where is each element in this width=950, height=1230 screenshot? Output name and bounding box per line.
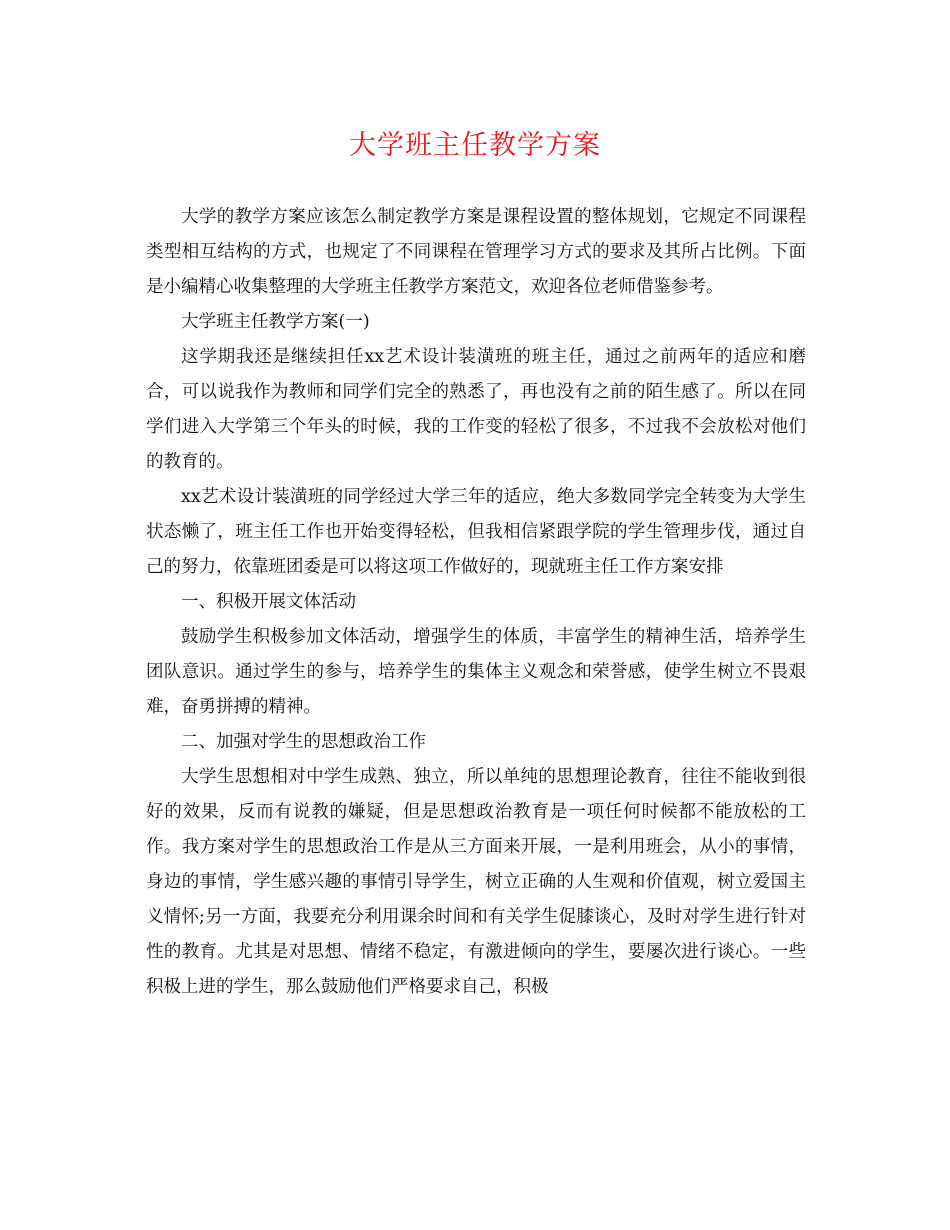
document-title: 大学班主任教学方案 bbox=[349, 130, 601, 161]
body-paragraph: xx艺术设计装潢班的同学经过大学三年的适应，绝大多数同学完全转变为大学生状态懒了，班主任工作也开始变得轻松，但我相信紧跟学院的学生管理步伐，通过自己的努力，依靠班团委是可以将这项工作做好的，现就班主任工作方案安排 bbox=[146, 487, 806, 577]
body-paragraph: 大学生思想相对中学生成熟、独立，所以单纯的思想理论教育，往往不能收到很好的效果，反而有说教的嫌疑，但是思想政治教育是一项任何时候都不能放松的工作。我方案对学生的思想政治工作是从三方面来开展，一是利用班会，从小的事情，身边的事情，学生感兴趣的事情引导学生，树立正确的人生观和价值观，树立爱国主义情怀;另一方面，我要充分利用课余时间和有关学生促膝谈心，及时对学生进行针对性的教育。尤其是对思想、情绪不稳定，有激进倾向的学生，要屡次进行谈心。一些积极上进的学生，那么鼓励他们严格要求自己，积极 bbox=[146, 767, 806, 997]
section-heading-political-work: 二、加强对学生的思想政治工作 bbox=[181, 732, 426, 752]
intro-paragraph: 大学的教学方案应该怎么制定教学方案是课程设置的整体规划，它规定不同课程类型相互结构的方式，也规定了不同课程在管理学习方式的要求及其所占比例。下面是小编精心收集整理的大学班主任教学方案范文，欢迎各位老师借鉴参考。 bbox=[146, 207, 806, 297]
document-body bbox=[146, 200, 806, 1005]
body-paragraph: 这学期我还是继续担任xx艺术设计装潢班的班主任，通过之前两年的适应和磨合，可以说我作为教师和同学们完全的熟悉了，再也没有之前的陌生感了。所以在同学们进入大学第三个年头的时候，我的工作变的轻松了很多，不过我不会放松对他们的教育的。 bbox=[146, 347, 806, 472]
body-paragraph: 鼓励学生积极参加文体活动，增强学生的体质，丰富学生的精神生活，培养学生团队意识。通过学生的参与，培养学生的集体主义观念和荣誉感，使学生树立不畏艰难，奋勇拼搏的精神。 bbox=[146, 627, 806, 717]
section-heading-plan-one: 大学班主任教学方案(一) bbox=[181, 312, 370, 332]
section-heading-activities: 一、积极开展文体活动 bbox=[181, 592, 356, 612]
